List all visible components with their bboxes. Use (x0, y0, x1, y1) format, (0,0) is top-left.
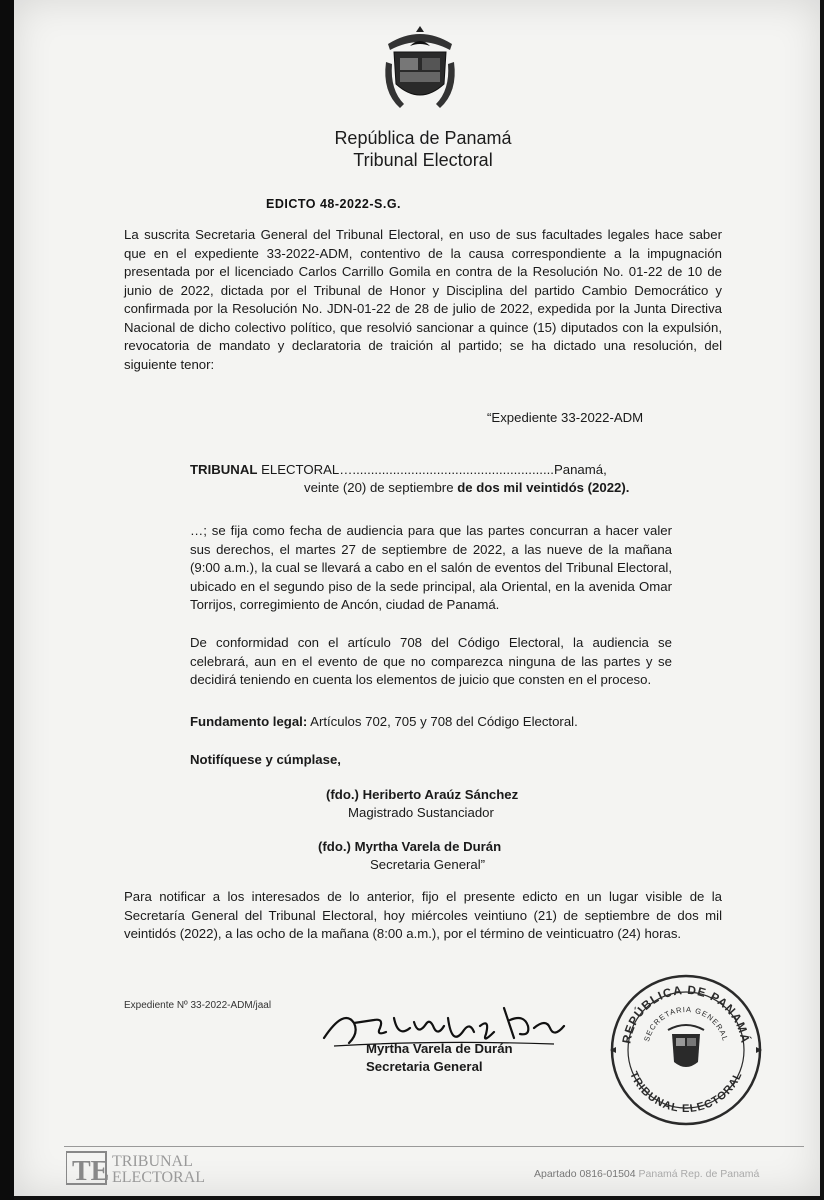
expediente-footer: Expediente Nº 33-2022-ADM/jaal (124, 1000, 272, 1011)
fundamento-label: Fundamento legal: (190, 714, 308, 729)
fundamento-legal (190, 714, 578, 729)
tribunal-line (190, 462, 672, 477)
notifiquese-line: Notifíquese y cúmplase, (190, 752, 341, 767)
paragraph-audiencia: …; se fija como fecha de audiencia para que las partes concurran a hacer valer sus derechos, el martes 27 de septiembre de 2022, a las nueve de la mañana (9:00 a.m.), la cual se llevará a cabo en el salón de eventos del Tribunal Electoral, ubicado en el segundo piso de la sede principal, ala Oriental, en la avenida Omar Torrijos, corregimiento de Ancón, ciudad de Panamá. (190, 523, 672, 612)
official-stamp-seal (608, 972, 764, 1128)
national-crest-icon (380, 22, 460, 118)
final-signature-block (366, 1040, 513, 1076)
svg-text:TE: TE (72, 1156, 110, 1187)
footer-address (534, 1168, 759, 1180)
tribunal-line-bold: TRIBUNAL (190, 462, 258, 477)
signatory-magistrado (326, 786, 518, 822)
document-page (14, 0, 820, 1196)
stamp-top-text: REPÚBLICA DE PANAMÁ (619, 982, 753, 1045)
paragraph-notificacion: Para notificar a los interesados de lo anterior, fijo el presente edicto en un lugar visible de la Secretaría General del Tribunal Electoral, hoy miércoles veintiuno (21) de septiembre de dos mil veintidós (2022), a las ocho de la mañana (8:00 a.m.), por el término de veinticuatro (24) horas. (124, 889, 722, 941)
footer-address-main: Apartado 0816-01504 (534, 1168, 636, 1180)
signatory1-name: (fdo.) Heriberto Araúz Sánchez (326, 787, 519, 802)
signatory1-role: Magistrado Sustanciador (348, 805, 494, 820)
paragraph-intro: La suscrita Secretaria General del Tribunal Electoral, en uso de sus facultades legales hace saber que en el expediente 33-2022-ADM, contentivo de la causa correspondiente a la impugnación presentada por el licenciado Carlos Carrillo Gomila en contra de la Resolución No. 01-22 de 10 de junio de 2022, dictada por el Tribunal de Honor y Disciplina del partido Cambio Democrático y confirmada por la Resolución No. JDN-01-22 de 28 de julio de 2022, expedida por la Junta Directiva Nacional de dicho colectivo político, que resolvió sancionar a quince (15) diputados con la expulsión, revocatoria de mandato y declaratoria de traición al partido; se ha dictado una resolución, del siguiente tenor: (124, 227, 722, 372)
header-institution: Tribunal Electoral (353, 150, 493, 170)
edicto-title: EDICTO 48-2022-S.G. (266, 197, 402, 211)
signatory2-name: (fdo.) Myrtha Varela de Durán (318, 839, 502, 854)
date-line (304, 480, 629, 495)
final-signature-name: Myrtha Varela de Durán (366, 1041, 513, 1056)
final-signature-role: Secretaria General (366, 1059, 483, 1074)
scan-left-edge (0, 0, 14, 1200)
tribunal-line-rest: ELECTORAL….......................................................Panamá, (257, 462, 607, 477)
svg-text:TRIBUNAL ELECTORAL (627, 1070, 745, 1115)
signatory-secretaria (318, 838, 501, 874)
stamp-bottom-text: TRIBUNAL ELECTORAL (627, 1069, 745, 1116)
expediente-reference: “Expediente 33-2022-ADM (487, 410, 644, 425)
paragraph-conformidad: De conformidad con el artículo 708 del Código Electoral, la audiencia se celebrará, aun en el evento de que no comparezca ninguna de las partes y se decidirá teniendo en cuenta los elementos de juicio que consten en el proceso. (190, 635, 672, 687)
footer-logo-bottom: ELECTORAL (112, 1169, 206, 1186)
signatory2-role: Secretaria General” (370, 857, 486, 872)
date-line-normal: veinte (20) de septiembre (304, 480, 458, 495)
footer-address-faint: Panamá Rep. de Panamá (638, 1168, 760, 1180)
footer-divider (64, 1146, 804, 1147)
header-country: República de Panamá (334, 128, 512, 148)
footer-tribunal-logo (66, 1148, 286, 1188)
stamp-crest-icon (668, 1025, 704, 1067)
stamp-middle-text: SECRETARIA GENERAL (642, 1004, 730, 1043)
date-line-bold: de dos mil veintidós (2022). (457, 480, 630, 495)
fundamento-text: Artículos 702, 705 y 708 del Código Electoral. (307, 714, 578, 729)
footer-logo-top: TRIBUNAL (112, 1153, 193, 1170)
